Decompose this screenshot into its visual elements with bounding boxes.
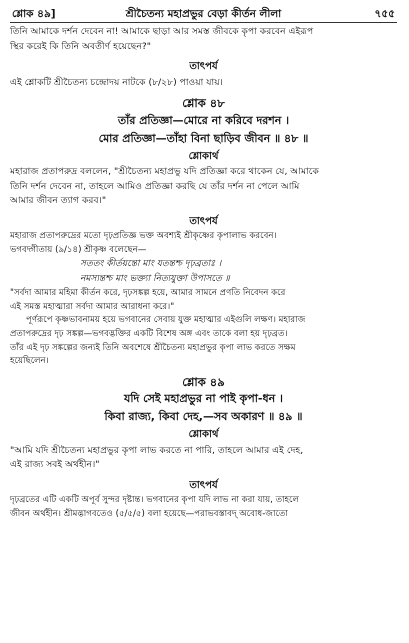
- header-verse-ref: শ্লোক ৪৯]: [12, 8, 56, 20]
- verse-49-translation-heading: শ্লোকার্থ: [188, 429, 219, 441]
- verse-49-line: যদি সেই মহাপ্রভুর না পাই কৃপা-ধন ।: [124, 392, 283, 406]
- explanation-line: পূর্ণরূপে কৃষ্ণভাবনাময় হয়ে ভগবানের সেবায় যুক্ত মহাত্মার এইগুলি লক্ষণ। মহারাজ: [26, 315, 306, 326]
- verse-49-line: কিবা রাজ্য, কিবা দেহ,—সব অকারণ ॥ ৪৯ ॥: [104, 410, 303, 424]
- verse-48-translation-line: তিনি দর্শন দেবেন না, তাহলে আমিও প্রতিজ্ঞা করছি যে তাঁর দর্শন না পেলে আমি: [10, 180, 300, 192]
- verse-48-line: তাঁর প্রতিজ্ঞা—মোরে না করিবে দরশন ।: [117, 113, 290, 127]
- page-header: [10, 6, 397, 23]
- verse-49-purport-heading: তাৎপর্য: [189, 479, 218, 491]
- verse-48-purport-line: মহারাজ প্রতাপরুদ্রের মতো দৃঢ়প্রতিজ্ঞ ভক্ত অবশ্যই শ্রীকৃষ্ণের কৃপালাভ করবেন।: [10, 231, 277, 241]
- gita-quote-line: সততং কীর্তয়ন্তো মাং যতন্তশ্চ দৃঢ়ব্রতাঃ ।: [80, 259, 222, 270]
- page-body: [10, 23, 397, 521]
- verse-48-translation-line: আমার জীবন ত্যাগ করব।": [10, 195, 107, 206]
- quote-translation-line: এই সমস্ত মহাত্মারা সর্বদা আমার আরাধনা করে।": [10, 301, 175, 312]
- verse-48-translation-line: মহারাজ প্রতাপরুদ্র বললেন, "শ্রীচৈতন্য মহাপ্রভু যদি প্রতিজ্ঞা করে থাকেন যে, আমাকে: [10, 166, 319, 177]
- verse-48-purport-heading: তাৎপর্য: [189, 215, 218, 227]
- explanation-line: তাঁর এই দৃঢ় সঙ্কল্পের জন্যই তিনি অবশেষে শ্রীচৈতন্য মহাপ্রভুর কৃপা লাভ করতে সক্ষম: [10, 342, 296, 353]
- verse-48-translation-heading: শ্লোকার্থ: [188, 150, 219, 162]
- verse-49-translation-line: "আমি যদি শ্রীচৈতন্য মহাপ্রভুর কৃপা লাভ করতে না পারি, তাহলে আমার এই দেহ,: [10, 444, 304, 456]
- purport-heading: তাৎপর্য: [189, 61, 218, 72]
- header-page-number: ৭৫৫: [374, 8, 395, 20]
- explanation-line: হয়েছিলেন।: [10, 356, 49, 367]
- verse-48-purport-line: ভগবদ্গীতায় (৯/১৪) শ্রীকৃষ্ণ বলেছেন—: [10, 244, 147, 255]
- verse-49-heading: শ্লোক ৪৯: [182, 374, 225, 389]
- header-title: শ্রীচৈতন্য মহাপ্রভুর বেড়া কীর্তন লীলা: [125, 8, 282, 20]
- verse-48-line: মোর প্রতিজ্ঞা—তাঁহা বিনা ছাড়িব জীবন ॥ ৪৮ ॥: [98, 131, 309, 145]
- continued-text-line: তিনি আমাকে দর্শন দেবেন না! আমাকে ছাড়া আর সমস্ত জীবকে কৃপা করবেন এইরূপ: [10, 26, 314, 37]
- verse-48-heading: শ্লোক ৪৮: [182, 96, 225, 110]
- purport-text: এই শ্লোকটি শ্রীচৈতন্য চন্দ্রোদয় নাটকে (৮/২৮) পাওয়া যায়।: [10, 76, 223, 88]
- continued-text-line: স্থির করেই কি তিনি অবতীর্ণ হয়েছেন?": [10, 40, 151, 52]
- quote-translation-line: "সর্বদা আমার মহিমা কীর্তন করে, দৃঢ়সঙ্কল্প হয়ে, আমার সামনে প্রণতি নিবেদন করে: [10, 288, 286, 299]
- explanation-line: প্রতাপরুদ্রের দৃঢ় সঙ্কল্প—ভগবদ্ভক্তির একটি বিশেষ অঙ্গ এবং তাকে বলা হয় দৃঢ়ব্রত।: [10, 328, 288, 339]
- verse-49-purport-line: জীবন অর্থহীন। শ্রীমদ্ভাগবতেও (৫/৫/৫) বলা হয়েছে—পরাভবস্তাবদ্ অবোধ-জাতো: [10, 508, 288, 519]
- gita-quote-line: নমস্যন্তশ্চ মাং ভক্ত্যা নিত্যযুক্তা উপাসতে ॥: [80, 274, 230, 285]
- verse-49-purport-line: দৃঢ়ব্রতের এটি একটি অপূর্ব সুন্দর দৃষ্টান্ত। ভগবানের কৃপা যদি লাভ না করা যায়, তাহলে: [10, 495, 299, 506]
- verse-49-translation-line: এই রাজ্য সবই অর্থহীন।": [10, 459, 100, 471]
